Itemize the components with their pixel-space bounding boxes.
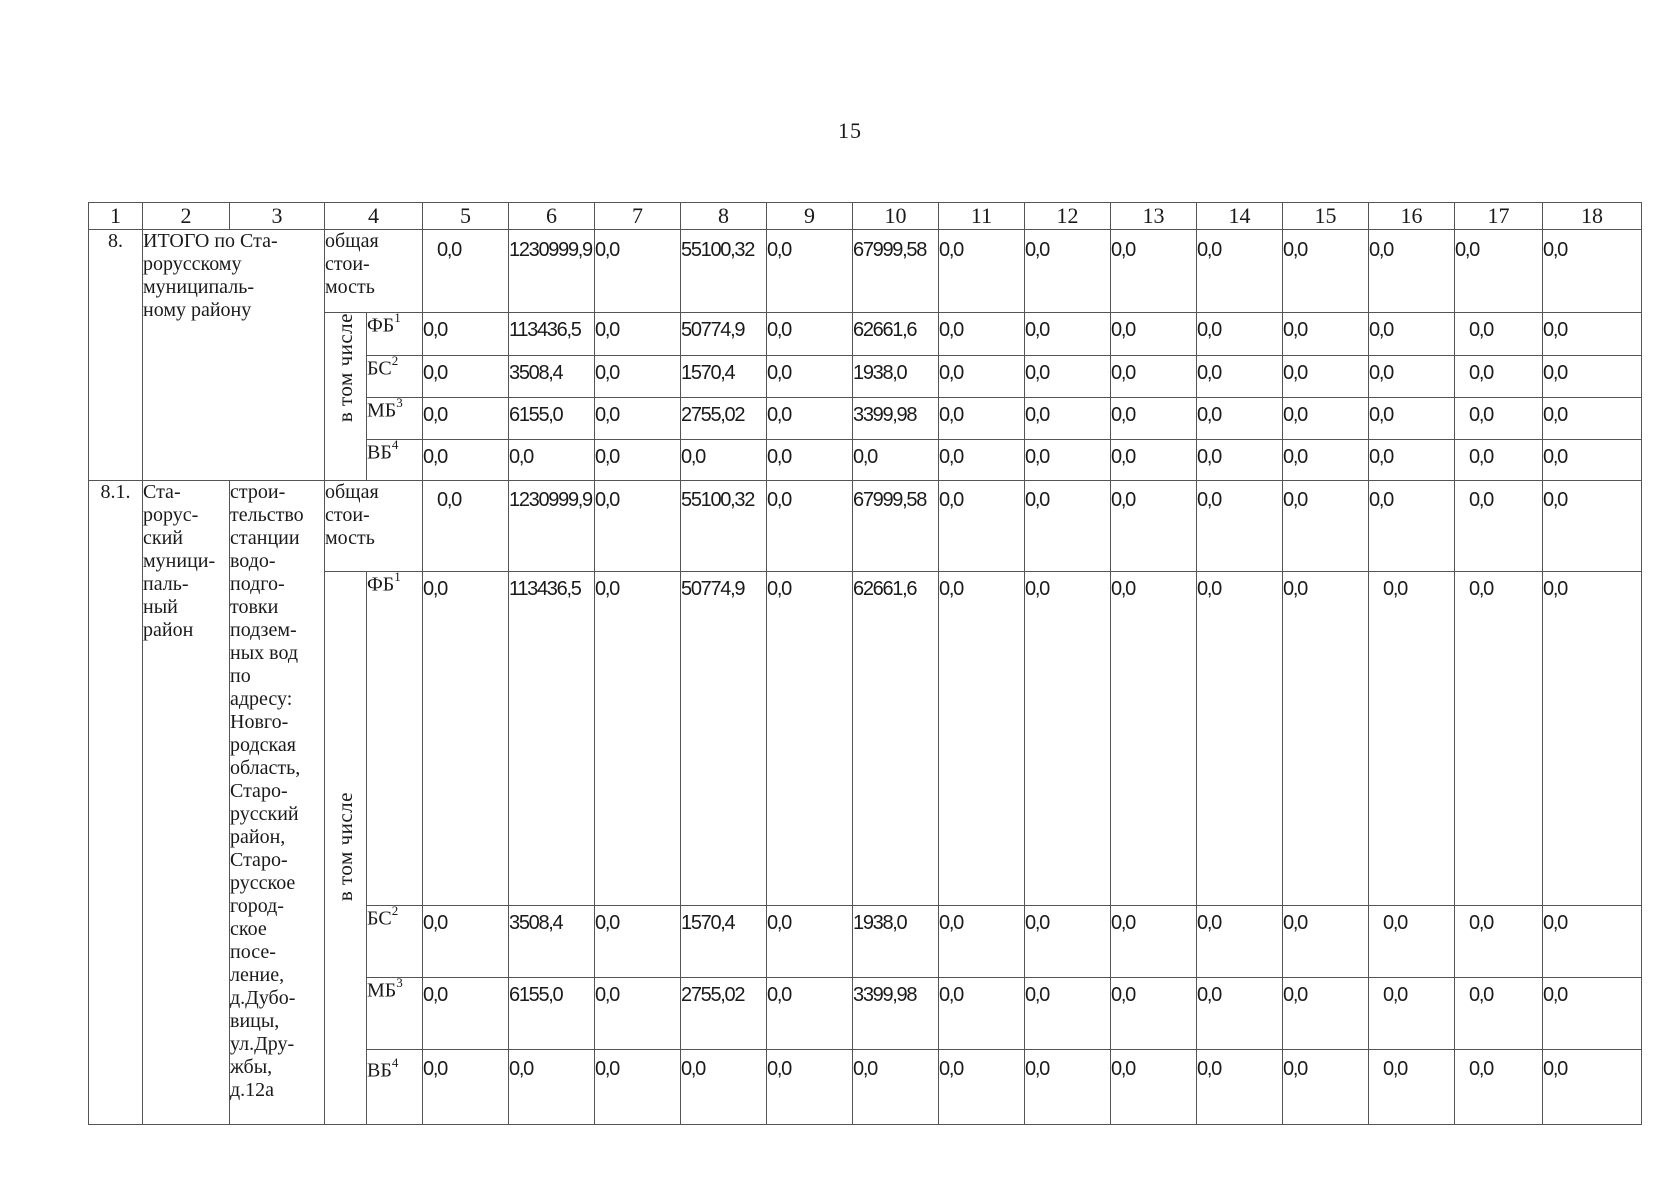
value-cell: 0,0 [1111, 355, 1197, 397]
value-cell: 0,0 [1283, 355, 1369, 397]
value-cell: 113436,5 [509, 313, 595, 355]
value-cell: 0,0 [1283, 313, 1369, 355]
value-cell: 50774,9 [681, 313, 767, 355]
value-cell: 0,0 [595, 977, 681, 1049]
value-cell: 1570,4 [681, 906, 767, 978]
value-cell: 0,0 [1369, 480, 1455, 571]
value-cell: 0,0 [1025, 1049, 1111, 1124]
value-cell: 0,0 [423, 480, 509, 571]
source-label: $БС^2$ [367, 355, 423, 397]
object-description: строи- тельство станции водо- подго- товки подзем- ных вод по адресу: Новго- родская область, Старо- русский район, Старо- русское город- ское посе- ление, д.Дубо- вицы, ул.Дру- жбы, д.12а [230, 480, 325, 1124]
value-cell: 0,0 [1369, 571, 1455, 905]
value-cell: 0,0 [1455, 313, 1543, 355]
value-cell: 0,0 [1543, 355, 1642, 397]
value-cell: 0,0 [423, 1049, 509, 1124]
column-number-row [89, 203, 1642, 230]
value-cell: 1570,4 [681, 355, 767, 397]
value-cell: 0,0 [1025, 313, 1111, 355]
value-cell: 2755,02 [681, 397, 767, 439]
value-cell: 0,0 [423, 440, 509, 480]
column-header: 18 [1543, 203, 1642, 230]
value-cell: 0,0 [509, 440, 595, 480]
value-cell: 0,0 [1369, 397, 1455, 439]
value-cell: 0,0 [767, 906, 853, 978]
value-cell: 0,0 [423, 313, 509, 355]
value-cell: 0,0 [1025, 906, 1111, 978]
value-cell: 0,0 [767, 1049, 853, 1124]
value-cell: 50774,9 [681, 571, 767, 905]
column-header: 6 [509, 203, 595, 230]
breakdown-label: в том числе [325, 571, 367, 1124]
value-cell: 0,0 [1455, 397, 1543, 439]
value-cell: 0,0 [595, 906, 681, 978]
value-cell: 0,0 [1111, 313, 1197, 355]
value-cell: 1230999,9 [509, 480, 595, 571]
value-cell: 0,0 [1543, 230, 1642, 313]
value-cell: 0,0 [1455, 571, 1543, 905]
value-cell: 0,0 [1543, 313, 1642, 355]
value-cell: 62661,6 [853, 313, 939, 355]
value-cell: 0,0 [1455, 906, 1543, 978]
budget-table [88, 202, 1642, 1125]
value-cell: 0,0 [1543, 480, 1642, 571]
value-cell: 0,0 [1283, 977, 1369, 1049]
value-cell: 2755,02 [681, 977, 767, 1049]
column-header: 2 [143, 203, 230, 230]
value-cell: 0,0 [853, 440, 939, 480]
source-label: $БС^2$ [367, 906, 423, 978]
value-cell: 0,0 [767, 397, 853, 439]
value-cell: 0,0 [1455, 977, 1543, 1049]
value-cell: 0,0 [767, 977, 853, 1049]
value-cell: 0,0 [1111, 906, 1197, 978]
value-cell: 3399,98 [853, 977, 939, 1049]
value-cell: 0,0 [1025, 571, 1111, 905]
value-cell: 0,0 [1197, 571, 1283, 905]
value-cell: 0,0 [1455, 1049, 1543, 1124]
value-cell: 0,0 [1025, 230, 1111, 313]
value-cell: 0,0 [1543, 440, 1642, 480]
value-cell: 55100,32 [681, 480, 767, 571]
value-cell: 0,0 [1111, 1049, 1197, 1124]
source-label: $МБ^3$ [367, 977, 423, 1049]
value-cell: 0,0 [939, 1049, 1025, 1124]
value-cell: 0,0 [1455, 480, 1543, 571]
value-cell: 0,0 [1369, 355, 1455, 397]
value-cell: 0,0 [595, 440, 681, 480]
value-cell: 0,0 [1543, 977, 1642, 1049]
value-cell: 0,0 [509, 1049, 595, 1124]
value-cell: 0,0 [1025, 977, 1111, 1049]
value-cell: 0,0 [767, 440, 853, 480]
section-title: ИТОГО по Ста- рорусскому муниципаль- ному району [143, 230, 325, 481]
value-cell: 1230999,9 [509, 230, 595, 313]
value-cell: 0,0 [1197, 397, 1283, 439]
column-header: 5 [423, 203, 509, 230]
section-8-1-total-row [89, 480, 1642, 571]
value-cell: 0,0 [1111, 440, 1197, 480]
column-header: 12 [1025, 203, 1111, 230]
value-cell: 0,0 [1111, 480, 1197, 571]
value-cell: 0,0 [1283, 397, 1369, 439]
value-cell: 3508,4 [509, 906, 595, 978]
value-cell: 0,0 [1197, 906, 1283, 978]
value-cell: 0,0 [1455, 440, 1543, 480]
value-cell: 0,0 [1197, 480, 1283, 571]
value-cell: 0,0 [423, 977, 509, 1049]
value-cell: 0,0 [1283, 230, 1369, 313]
value-cell: 0,0 [1283, 480, 1369, 571]
value-cell: 0,0 [1025, 397, 1111, 439]
total-cost-label: общая стои- мость [325, 480, 423, 571]
section-8-total-row [89, 230, 1642, 313]
value-cell: 0,0 [1197, 230, 1283, 313]
value-cell: 0,0 [939, 480, 1025, 571]
breakdown-label: в том числе [325, 313, 367, 481]
value-cell: 0,0 [939, 355, 1025, 397]
value-cell: 0,0 [1543, 906, 1642, 978]
value-cell: 0,0 [939, 977, 1025, 1049]
source-label: $ФБ^1$ [367, 313, 423, 355]
value-cell: 0,0 [767, 480, 853, 571]
value-cell: 67999,58 [853, 230, 939, 313]
column-header: 14 [1197, 203, 1283, 230]
value-cell: 0,0 [939, 397, 1025, 439]
value-cell: 0,0 [1197, 1049, 1283, 1124]
value-cell: 0,0 [939, 906, 1025, 978]
value-cell: 0,0 [595, 397, 681, 439]
value-cell: 0,0 [423, 906, 509, 978]
value-cell: 0,0 [595, 1049, 681, 1124]
value-cell: 6155,0 [509, 977, 595, 1049]
value-cell: 0,0 [1369, 230, 1455, 313]
value-cell: 3399,98 [853, 397, 939, 439]
value-cell: 0,0 [423, 355, 509, 397]
value-cell: 0,0 [1197, 313, 1283, 355]
source-label: $МБ^3$ [367, 397, 423, 439]
value-cell: 0,0 [1369, 906, 1455, 978]
value-cell: 0,0 [1111, 397, 1197, 439]
column-header: 1 [89, 203, 143, 230]
value-cell: 1938,0 [853, 906, 939, 978]
source-label: $ВБ^4$ [367, 1049, 423, 1124]
value-cell: 0,0 [1543, 571, 1642, 905]
value-cell: 0,0 [1455, 355, 1543, 397]
value-cell: 0,0 [1025, 480, 1111, 571]
column-header: 7 [595, 203, 681, 230]
source-label: $ВБ^4$ [367, 440, 423, 480]
column-header: 4 [325, 203, 423, 230]
value-cell: 0,0 [1455, 230, 1543, 313]
value-cell: 0,0 [767, 313, 853, 355]
value-cell: 0,0 [681, 440, 767, 480]
value-cell: 0,0 [595, 355, 681, 397]
value-cell: 0,0 [423, 397, 509, 439]
value-cell: 0,0 [1369, 1049, 1455, 1124]
value-cell: 55100,32 [681, 230, 767, 313]
value-cell: 0,0 [1283, 571, 1369, 905]
column-header: 3 [230, 203, 325, 230]
value-cell: 0,0 [423, 230, 509, 313]
value-cell: 0,0 [1283, 906, 1369, 978]
section-number: 8. [89, 230, 143, 481]
value-cell: 0,0 [595, 313, 681, 355]
value-cell: 0,0 [1025, 355, 1111, 397]
value-cell: 0,0 [767, 230, 853, 313]
value-cell: 0,0 [767, 571, 853, 905]
column-header: 8 [681, 203, 767, 230]
value-cell: 0,0 [1197, 977, 1283, 1049]
value-cell: 0,0 [1543, 397, 1642, 439]
section-title: Ста- рорус- ский муници- паль- ный район [143, 480, 230, 1124]
value-cell: 0,0 [939, 571, 1025, 905]
value-cell: 0,0 [595, 480, 681, 571]
value-cell: 0,0 [1283, 1049, 1369, 1124]
value-cell: 0,0 [1111, 977, 1197, 1049]
value-cell: 0,0 [595, 571, 681, 905]
column-header: 15 [1283, 203, 1369, 230]
value-cell: 0,0 [853, 1049, 939, 1124]
value-cell: 0,0 [595, 230, 681, 313]
column-header: 16 [1369, 203, 1455, 230]
column-header: 11 [939, 203, 1025, 230]
value-cell: 0,0 [1369, 977, 1455, 1049]
value-cell: 0,0 [423, 571, 509, 905]
column-header: 9 [767, 203, 853, 230]
value-cell: 0,0 [1283, 440, 1369, 480]
value-cell: 0,0 [1369, 313, 1455, 355]
value-cell: 0,0 [1197, 355, 1283, 397]
value-cell: 62661,6 [853, 571, 939, 905]
value-cell: 0,0 [1111, 230, 1197, 313]
page-number: 15 [838, 118, 862, 143]
value-cell: 0,0 [1111, 571, 1197, 905]
source-label: $ФБ^1$ [367, 571, 423, 905]
value-cell: 1938,0 [853, 355, 939, 397]
value-cell: 3508,4 [509, 355, 595, 397]
value-cell: 0,0 [1369, 440, 1455, 480]
value-cell: 0,0 [681, 1049, 767, 1124]
column-header: 17 [1455, 203, 1543, 230]
value-cell: 0,0 [767, 355, 853, 397]
value-cell: 0,0 [939, 230, 1025, 313]
value-cell: 0,0 [1025, 440, 1111, 480]
value-cell: 113436,5 [509, 571, 595, 905]
section-number: 8.1. [89, 480, 143, 1124]
value-cell: 6155,0 [509, 397, 595, 439]
total-cost-label: общая стои- мость [325, 230, 423, 313]
value-cell: 67999,58 [853, 480, 939, 571]
value-cell: 0,0 [1197, 440, 1283, 480]
value-cell: 0,0 [939, 313, 1025, 355]
column-header: 13 [1111, 203, 1197, 230]
value-cell: 0,0 [939, 440, 1025, 480]
column-header: 10 [853, 203, 939, 230]
value-cell: 0,0 [1543, 1049, 1642, 1124]
